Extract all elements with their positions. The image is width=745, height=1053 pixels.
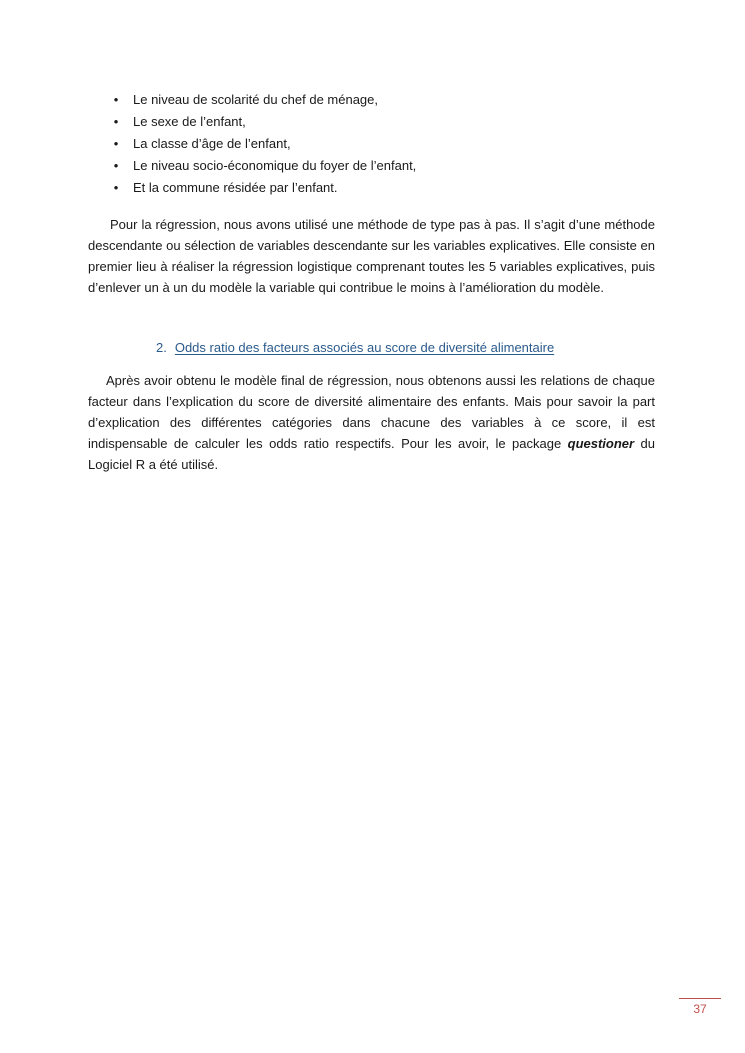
paragraph-regression-method: Pour la régression, nous avons utilisé une méthode de type pas à pas. Il s’agit d’une méthode descendante ou sélection de variables descendante sur les variables explicatives. Elle consiste en premier lieu à réaliser la régression logistique comprenant toutes les 5 variables explicatives, puis d’enlever un à un du modèle la variable qui contribue le moins à l’amélioration du modèle.: [88, 217, 655, 295]
section-number: 2.: [156, 340, 167, 355]
list-item-text: Le niveau socio-économique du foyer de l’enfant,: [133, 158, 417, 173]
list-item: [110, 155, 670, 177]
bullet-icon: •: [113, 92, 119, 107]
list-item-text: Et la commune résidée par l’enfant.: [133, 180, 338, 195]
bullet-icon: •: [113, 114, 119, 129]
paragraph-text-start: Après avoir obtenu le modèle final de régression, nous obtenons aussi les relations de chaque facteur dans l’explication du score de diversité alimentaire des enfants. Mais pour savoir la part d’explication des différentes catégories dans chacune des variables à ce score, il est indispensable de calculer les odds ratio respectifs. Pour les avoir, le package: [88, 373, 655, 451]
bullet-icon: •: [113, 158, 119, 173]
page-number-rule: [679, 998, 721, 999]
list-item-text: Le sexe de l’enfant,: [133, 114, 246, 129]
list-item-text: Le niveau de scolarité du chef de ménage,: [133, 92, 379, 107]
list-item: [110, 177, 670, 199]
list-item: [110, 111, 670, 133]
list-item: [110, 89, 670, 111]
list-item: [110, 133, 670, 155]
bullet-icon: •: [113, 136, 119, 151]
paragraph-text-end: du Logiciel R a été utilisé.: [88, 436, 655, 472]
bullet-list: [110, 89, 670, 199]
list-item-text: La classe d’âge de l’enfant,: [133, 136, 291, 151]
page-number: 37: [693, 1002, 707, 1016]
bullet-icon: •: [113, 180, 119, 195]
section-heading[interactable]: [156, 338, 554, 358]
paragraph-odds-ratio: [88, 370, 655, 475]
package-name: questioner: [567, 436, 635, 451]
section-title-link[interactable]: Odds ratio des facteurs associés au score de diversité alimentaire: [174, 340, 555, 355]
